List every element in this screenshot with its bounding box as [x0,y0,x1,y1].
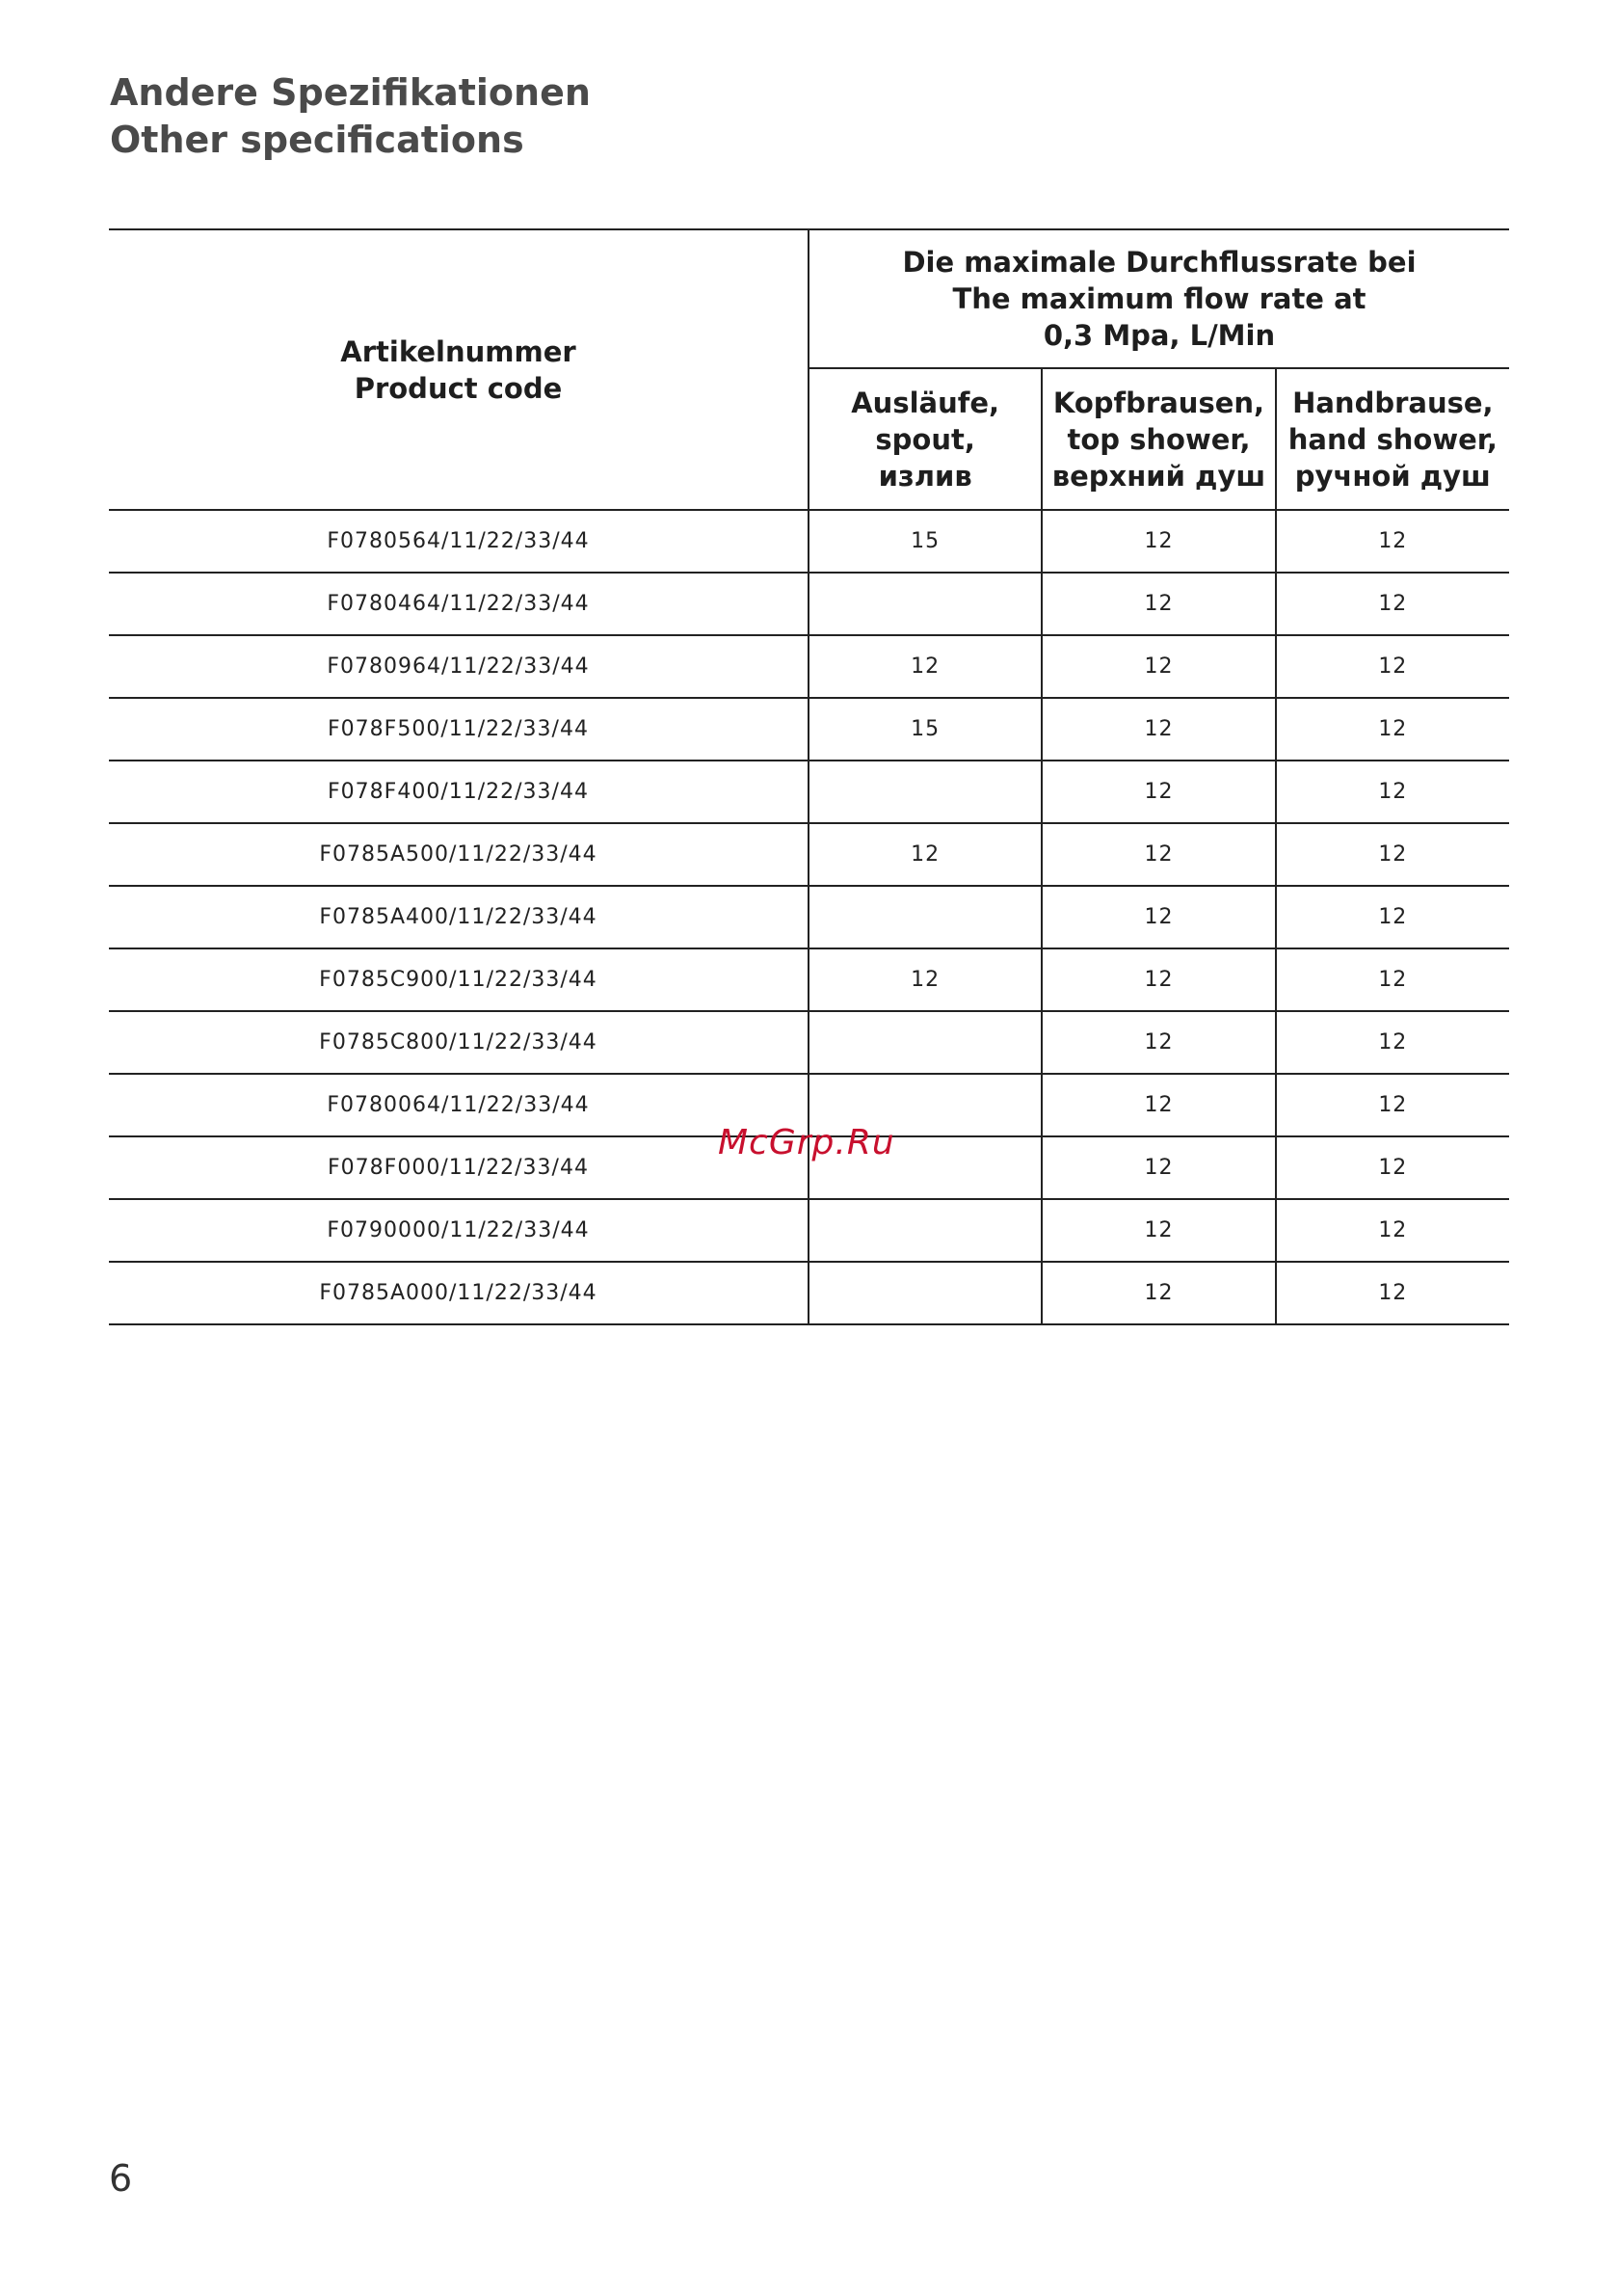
hand-shower-flow-cell: 12 [1276,761,1509,823]
top-shower-flow-cell: 12 [1042,761,1275,823]
top-shower-header-de: Kopfbrausen, [1052,386,1265,419]
top-shower-flow-cell: 12 [1042,1011,1275,1074]
table-row [109,886,1509,948]
top-shower-column-header [1042,368,1275,510]
table-body [109,510,1509,1324]
table-row [109,635,1509,698]
table-row [109,573,1509,635]
top-shower-flow-cell: 12 [1042,823,1275,886]
spout-flow-cell [809,886,1042,948]
spout-flow-cell [809,1011,1042,1074]
table-row [109,510,1509,573]
top-shower-flow-cell: 12 [1042,1074,1275,1136]
product-header-english: Product code [354,371,563,405]
top-shower-flow-cell: 12 [1042,635,1275,698]
flow-rate-header [809,229,1509,368]
hand-shower-flow-cell: 12 [1276,1136,1509,1199]
product-code-header [109,229,809,510]
heading-german: Andere Spezifikationen [110,71,591,114]
hand-shower-flow-cell: 12 [1276,1262,1509,1324]
product-code-cell: F078F500/11/22/33/44 [109,698,809,761]
spout-column-header [809,368,1042,510]
product-code-cell: F0780464/11/22/33/44 [109,573,809,635]
product-code-cell: F0780964/11/22/33/44 [109,635,809,698]
spout-flow-cell: 12 [809,635,1042,698]
table-row [109,948,1509,1011]
table-row [109,1262,1509,1324]
table-row [109,698,1509,761]
spout-header-ru: излив [878,459,972,493]
product-code-cell: F0785A000/11/22/33/44 [109,1262,809,1324]
heading-english: Other specifications [110,119,524,161]
top-shower-flow-cell: 12 [1042,1199,1275,1262]
top-shower-header-ru: верхний душ [1051,459,1266,493]
top-shower-flow-cell: 12 [1042,573,1275,635]
hand-shower-flow-cell: 12 [1276,1011,1509,1074]
table-row [109,1011,1509,1074]
spout-flow-cell [809,761,1042,823]
spout-header-de: Ausläufe, [851,386,1000,419]
flow-header-german: Die maximale Durchflussrate bei [902,246,1417,279]
top-shower-flow-cell: 12 [1042,1262,1275,1324]
product-code-cell: F0780564/11/22/33/44 [109,510,809,573]
table-row [109,1199,1509,1262]
page-number: 6 [109,2157,133,2200]
top-shower-flow-cell: 12 [1042,948,1275,1011]
spout-flow-cell: 12 [809,823,1042,886]
hand-shower-flow-cell: 12 [1276,510,1509,573]
product-code-cell: F0790000/11/22/33/44 [109,1199,809,1262]
top-shower-flow-cell: 12 [1042,886,1275,948]
hand-shower-column-header [1276,368,1509,510]
spout-flow-cell [809,1262,1042,1324]
hand-shower-flow-cell: 12 [1276,635,1509,698]
flow-header-unit: 0,3 Mpa, L/Min [1043,319,1276,352]
product-code-cell: F0785C900/11/22/33/44 [109,948,809,1011]
spout-flow-cell [809,1199,1042,1262]
hand-shower-flow-cell: 12 [1276,886,1509,948]
hand-shower-flow-cell: 12 [1276,948,1509,1011]
watermark: McGrp.Ru [718,1123,895,1162]
hand-shower-header-ru: ручной душ [1294,459,1491,493]
product-code-cell: F0785A400/11/22/33/44 [109,886,809,948]
spout-header-en: spout, [875,422,975,456]
page-heading [110,69,591,164]
hand-shower-flow-cell: 12 [1276,823,1509,886]
product-header-german: Artikelnummer [340,334,576,368]
top-shower-flow-cell: 12 [1042,698,1275,761]
hand-shower-header-en: hand shower, [1287,422,1498,456]
spout-flow-cell: 15 [809,510,1042,573]
hand-shower-header-de: Handbrause, [1292,386,1494,419]
spout-flow-cell: 15 [809,698,1042,761]
product-code-cell: F0785C800/11/22/33/44 [109,1011,809,1074]
table-row [109,761,1509,823]
table-row [109,823,1509,886]
product-code-cell: F078F400/11/22/33/44 [109,761,809,823]
hand-shower-flow-cell: 12 [1276,573,1509,635]
hand-shower-flow-cell: 12 [1276,1074,1509,1136]
top-shower-flow-cell: 12 [1042,510,1275,573]
hand-shower-flow-cell: 12 [1276,698,1509,761]
product-code-cell: F0780064/11/22/33/44 [109,1074,809,1136]
top-shower-header-en: top shower, [1067,422,1251,456]
product-code-cell: F0785A500/11/22/33/44 [109,823,809,886]
product-code-cell: F078F000/11/22/33/44 [109,1136,809,1199]
flow-header-english: The maximum flow rate at [952,282,1366,315]
top-shower-flow-cell: 12 [1042,1136,1275,1199]
spout-flow-cell [809,573,1042,635]
spout-flow-cell: 12 [809,948,1042,1011]
hand-shower-flow-cell: 12 [1276,1199,1509,1262]
